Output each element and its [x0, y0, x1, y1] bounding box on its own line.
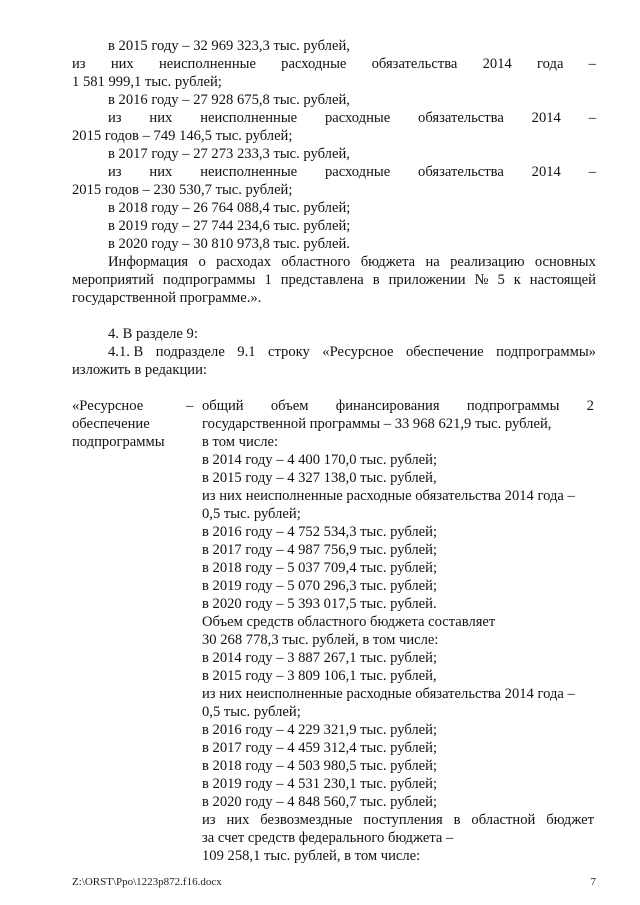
text-line: в 2020 году – 30 810 973,8 тыс. рублей.	[108, 236, 350, 252]
section-heading: 4. В разделе 9:	[108, 326, 198, 342]
text-line: 2015 годов – 749 146,5 тыс. рублей;	[72, 128, 293, 144]
justified-line: из них неисполненные расходные обязательства 2014 –	[108, 164, 596, 180]
justified-line: из них неисполненные расходные обязательства 2014 –	[108, 110, 596, 126]
text-line: за счет средств федерального бюджета –	[202, 830, 454, 846]
text-line: изложить в редакции:	[72, 362, 207, 378]
justified-line: из них безвозмездные поступления в областной бюджет	[202, 812, 594, 828]
text-line: в 2016 году – 4 229 321,9 тыс. рублей;	[202, 722, 438, 738]
table-label-line: «Ресурсное	[72, 398, 144, 414]
file-path: Z:\ORST\Ppo\1223p872.f16.docx	[72, 876, 222, 888]
text-line: 109 258,1 тыс. рублей, в том числе:	[202, 848, 421, 864]
text-line: государственной программе.».	[72, 290, 262, 306]
justified-line: общий объем финансирования подпрограммы 2	[202, 398, 594, 414]
text-line: в 2016 году – 27 928 675,8 тыс. рублей,	[108, 92, 350, 108]
table-dash: –	[186, 398, 194, 414]
text-line: в 2018 году – 26 764 088,4 тыс. рублей;	[108, 200, 351, 216]
text-line: в 2014 году – 4 400 170,0 тыс. рублей;	[202, 452, 438, 468]
text-line: в 2017 году – 4 459 312,4 тыс. рублей;	[202, 740, 438, 756]
text-line: в 2018 году – 5 037 709,4 тыс. рублей;	[202, 560, 438, 576]
text-line: из них неисполненные расходные обязательства 2014 года –	[202, 686, 575, 702]
text-line: в 2020 году – 5 393 017,5 тыс. рублей.	[202, 596, 437, 612]
text-line: в 2020 году – 4 848 560,7 тыс. рублей;	[202, 794, 438, 810]
justified-line: из них неисполненные расходные обязательства 2014 года –	[72, 56, 596, 72]
text-line: государственной программы – 33 968 621,9 тыс. рублей,	[202, 416, 552, 432]
justified-line: мероприятий подпрограммы 1 представлена в приложении № 5 к настоящей	[72, 272, 596, 288]
text-line: Объем средств областного бюджета составляет	[202, 614, 496, 630]
table-label-line: обеспечение	[72, 416, 150, 432]
justified-line: 4.1. В подразделе 9.1 строку «Ресурсное обеспечение подпрограммы»	[108, 344, 596, 360]
text-line: в 2015 году – 3 809 106,1 тыс. рублей,	[202, 668, 437, 684]
text-line: 0,5 тыс. рублей;	[202, 506, 301, 522]
text-line: в 2017 году – 4 987 756,9 тыс. рублей;	[202, 542, 438, 558]
text-line: в том числе:	[202, 434, 279, 450]
text-line: в 2019 году – 5 070 296,3 тыс. рублей;	[202, 578, 438, 594]
text-line: 2015 годов – 230 530,7 тыс. рублей;	[72, 182, 293, 198]
text-line: в 2016 году – 4 752 534,3 тыс. рублей;	[202, 524, 438, 540]
text-line: из них неисполненные расходные обязательства 2014 года –	[202, 488, 575, 504]
text-line: 1 581 999,1 тыс. рублей;	[72, 74, 222, 90]
text-line: 30 268 778,3 тыс. рублей, в том числе:	[202, 632, 439, 648]
table-label-line: подпрограммы	[72, 434, 165, 450]
text-line: в 2015 году – 32 969 323,3 тыс. рублей,	[108, 38, 350, 54]
text-line: в 2014 году – 3 887 267,1 тыс. рублей;	[202, 650, 438, 666]
text-line: в 2015 году – 4 327 138,0 тыс. рублей,	[202, 470, 437, 486]
justified-line: Информация о расходах областного бюджета на реализацию основных	[108, 254, 596, 270]
text-line: в 2017 году – 27 273 233,3 тыс. рублей,	[108, 146, 350, 162]
text-line: в 2019 году – 27 744 234,6 тыс. рублей;	[108, 218, 351, 234]
page-number: 7	[590, 876, 596, 888]
text-line: в 2019 году – 4 531 230,1 тыс. рублей;	[202, 776, 438, 792]
text-line: 0,5 тыс. рублей;	[202, 704, 301, 720]
text-line: в 2018 году – 4 503 980,5 тыс. рублей;	[202, 758, 438, 774]
